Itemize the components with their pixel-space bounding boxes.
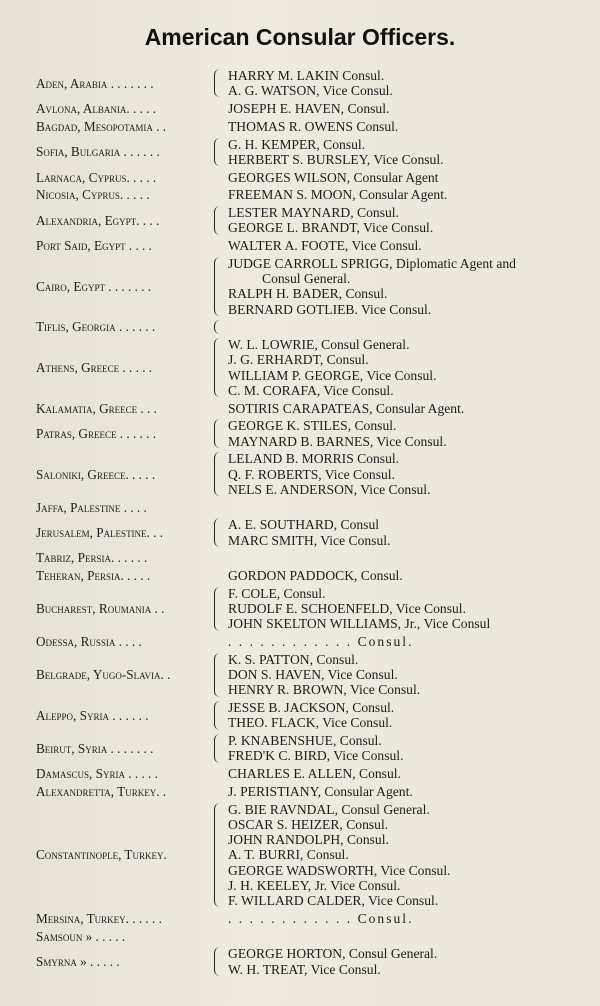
officer-name: WILLIAM P. GEORGE, Vice Consul.	[228, 367, 437, 383]
officer-name: CHARLES E. ALLEN, Consul.	[228, 766, 401, 782]
consulate-entry	[0, 319, 600, 334]
brace-divider	[214, 320, 223, 333]
officer-name: JOSEPH E. HAVEN, Consul.	[228, 101, 390, 116]
location-name: Tiflis, Georgia . . . . . .	[36, 319, 156, 335]
brace-divider	[214, 419, 223, 447]
consulate-entry	[0, 784, 600, 799]
officer-name: LELAND B. MORRIS Consul.	[228, 451, 400, 467]
consulate-entry	[0, 170, 600, 185]
location-name: Constantinople, Turkey.	[36, 847, 167, 863]
officer-name: WALTER A. FOOTE, Vice Consul.	[228, 238, 422, 254]
officer-name: G. BIE RAVNDAL, Consul General.	[228, 801, 430, 817]
consulate-entry	[0, 766, 600, 781]
officer-name: NELS E. ANDERSON, Vice Consul.	[228, 481, 431, 497]
consulate-entry	[0, 517, 600, 547]
consulate-entry	[0, 586, 600, 632]
officer-name: P. KNABENSHUE, Consul.	[228, 733, 382, 749]
location-name: Sofia, Bulgaria . . . . . .	[36, 144, 160, 160]
location-name: Tabriz, Persia. . . . . .	[36, 550, 148, 566]
consulate-entry	[0, 205, 600, 235]
consulate-entry	[0, 119, 600, 134]
officer-list	[228, 634, 588, 649]
officer-name: C. M. CORAFA, Vice Consul.	[228, 382, 394, 398]
consulate-entry	[0, 946, 600, 976]
officer-list	[228, 68, 588, 98]
officer-list	[228, 170, 588, 185]
location-name: Belgrade, Yugo-Slavia. .	[36, 667, 171, 683]
location-name: Jerusalem, Palestine. . .	[36, 524, 164, 540]
officer-name: . . . . . . . . . . . . Consul.	[228, 634, 414, 650]
officer-list	[228, 187, 588, 202]
brace-divider	[214, 734, 223, 762]
officer-name: GEORGE L. BRANDT, Vice Consul.	[228, 220, 434, 236]
location-name: Avlona, Albania. . . . .	[36, 101, 157, 116]
officer-list	[228, 911, 588, 926]
location-name: Smyrna » . . . . .	[36, 953, 120, 969]
consulate-entry	[0, 337, 600, 398]
officer-name: SOTIRIS CARAPATEAS, Consular Agent.	[228, 400, 465, 416]
officer-name: G. H. KEMPER, Consul.	[228, 136, 366, 152]
officer-name: A. T. BURRI, Consul.	[228, 847, 349, 863]
officer-list	[228, 137, 588, 167]
officer-name: JOHN SKELTON WILLIAMS, Jr., Vice Consul	[228, 616, 491, 632]
officer-name: GEORGE WADSWORTH, Vice Consul.	[228, 862, 451, 878]
officer-name: K. S. PATTON, Consul.	[228, 652, 359, 667]
officer-name: W. H. TREAT, Vice Consul.	[228, 961, 381, 977]
officer-list	[228, 517, 588, 547]
officer-name: HARRY M. LAKIN Consul.	[228, 68, 385, 83]
location-name: Cairo, Egypt . . . . . . .	[36, 278, 152, 294]
officer-name: Consul General.	[262, 271, 351, 287]
location-name: Saloniki, Greece. . . . .	[36, 466, 156, 482]
brace-divider	[214, 518, 223, 546]
consulate-entry	[0, 700, 600, 730]
officer-list	[228, 802, 588, 908]
officer-list	[228, 946, 588, 976]
location-name: Alexandretta, Turkey. .	[36, 784, 167, 799]
officer-list	[228, 784, 588, 799]
consulate-entry	[0, 256, 600, 317]
officer-name: GEORGES WILSON, Consular Agent	[228, 169, 439, 185]
consulate-entry	[0, 187, 600, 202]
officer-list	[228, 568, 588, 583]
officer-name: BERNARD GOTLIEB. Vice Consul.	[228, 301, 432, 317]
officer-name: MAYNARD B. BARNES, Vice Consul.	[228, 433, 447, 449]
officer-name: JOHN RANDOLPH, Consul.	[228, 832, 389, 848]
consulate-entry	[0, 500, 600, 515]
consulate-entry	[0, 929, 600, 944]
officer-name: J. G. ERHARDT, Consul.	[228, 352, 369, 368]
brace-divider	[214, 452, 223, 496]
location-name: Port Said, Egypt . . . .	[36, 238, 152, 254]
officer-name: A. G. WATSON, Vice Consul.	[228, 83, 393, 99]
officer-list	[228, 205, 588, 235]
officer-name: OSCAR S. HEIZER, Consul.	[228, 817, 389, 832]
officer-name: HENRY R. BROWN, Vice Consul.	[228, 682, 421, 698]
consulate-entry	[0, 451, 600, 497]
consulate-entry	[0, 101, 600, 116]
brace-divider	[214, 69, 223, 97]
officer-name: . . . . . . . . . . . . Consul.	[228, 910, 414, 926]
officer-list	[228, 401, 588, 416]
officer-name: MARC SMITH, Vice Consul.	[228, 532, 391, 548]
location-name: Larnaca, Cyprus. . . . .	[36, 169, 157, 185]
officer-name: A. E. SOUTHARD, Consul	[228, 517, 380, 533]
officer-name: RALPH H. BADER, Consul.	[228, 286, 388, 302]
officer-list	[228, 418, 588, 448]
officer-name: THOMAS R. OWENS Consul.	[228, 118, 399, 134]
brace-divider	[214, 257, 223, 316]
consulate-entry	[0, 238, 600, 253]
consulate-entry	[0, 652, 600, 698]
officer-list	[228, 256, 588, 317]
officer-name: Q. F. ROBERTS, Vice Consul.	[228, 466, 395, 482]
officer-list	[228, 586, 588, 632]
location-name: Damascus, Syria . . . . .	[36, 766, 158, 782]
consulate-entry	[0, 68, 600, 98]
brace-divider	[214, 138, 223, 166]
location-name: Mersina, Turkey. . . . . .	[36, 910, 162, 926]
officer-name: JUDGE CARROLL SPRIGG, Diplomatic Agent and	[228, 256, 516, 271]
officer-name: J. H. KEELEY, Jr. Vice Consul.	[228, 877, 401, 893]
location-name: Alexandria, Egypt. . . .	[36, 212, 160, 228]
officer-list	[228, 733, 588, 763]
consulate-entry	[0, 634, 600, 649]
officer-name: J. PERISTIANY, Consular Agent.	[228, 784, 413, 799]
officer-name: F. COLE, Consul.	[228, 586, 326, 601]
location-name: Beirut, Syria . . . . . . .	[36, 740, 154, 756]
officer-name: LESTER MAYNARD, Consul.	[228, 205, 399, 221]
location-name: Athens, Greece . . . . .	[36, 359, 153, 375]
brace-divider	[214, 587, 223, 631]
officer-name: RUDOLF E. SCHOENFELD, Vice Consul.	[228, 601, 466, 617]
consulate-entry	[0, 802, 600, 908]
page-title: American Consular Officers.	[144, 24, 456, 50]
location-name: Aden, Arabia . . . . . . .	[36, 75, 154, 91]
officer-list	[228, 238, 588, 253]
brace-divider	[214, 947, 223, 975]
consulate-entry	[0, 550, 600, 565]
officer-name: W. L. LOWRIE, Consul General.	[228, 337, 410, 353]
officer-name: GEORGE HORTON, Consul General.	[228, 946, 438, 962]
location-name: Samsoun » . . . . .	[36, 928, 126, 944]
officer-name: GEORGE K. STILES, Consul.	[228, 418, 397, 434]
officer-list	[228, 766, 588, 781]
consulate-entry	[0, 418, 600, 448]
officer-list	[228, 119, 588, 134]
location-name: Patras, Greece . . . . . .	[36, 425, 157, 441]
officer-name: GORDON PADDOCK, Consul.	[228, 568, 403, 584]
officer-name: THEO. FLACK, Vice Consul.	[228, 715, 393, 731]
consulate-entry	[0, 733, 600, 763]
officer-name: F. WILLARD CALDER, Vice Consul.	[228, 893, 439, 909]
consulate-entry	[0, 568, 600, 583]
brace-divider	[214, 338, 223, 397]
officer-list	[228, 101, 588, 116]
location-name: Kalamatia, Greece . . .	[36, 400, 157, 416]
location-name: Bagdad, Mesopotamia . .	[36, 118, 167, 134]
location-name: Odessa, Russia . . . .	[36, 634, 142, 650]
officer-list	[228, 337, 588, 398]
brace-divider	[214, 803, 223, 907]
brace-divider	[214, 206, 223, 234]
officer-list	[228, 652, 588, 698]
consulate-entry	[0, 137, 600, 167]
consulate-entry	[0, 911, 600, 926]
officer-name: DON S. HAVEN, Vice Consul.	[228, 667, 398, 683]
location-name: Jaffa, Palestine . . . .	[36, 499, 147, 515]
officer-list	[228, 451, 588, 497]
location-name: Aleppo, Syria . . . . . .	[36, 707, 149, 723]
brace-divider	[214, 653, 223, 697]
location-name: Nicosia, Cyprus. . . . .	[36, 187, 150, 203]
consulate-entry	[0, 401, 600, 416]
officer-name: JESSE B. JACKSON, Consul.	[228, 700, 395, 716]
location-name: Teheran, Persia. . . . .	[36, 568, 151, 584]
location-name: Bucharest, Roumania . .	[36, 601, 165, 617]
officer-name: FRED'K C. BIRD, Vice Consul.	[228, 748, 404, 764]
officer-name: FREEMAN S. MOON, Consular Agent.	[228, 187, 448, 203]
officer-list	[228, 700, 588, 730]
officer-name: HERBERT S. BURSLEY, Vice Consul.	[228, 151, 444, 167]
brace-divider	[214, 701, 223, 729]
